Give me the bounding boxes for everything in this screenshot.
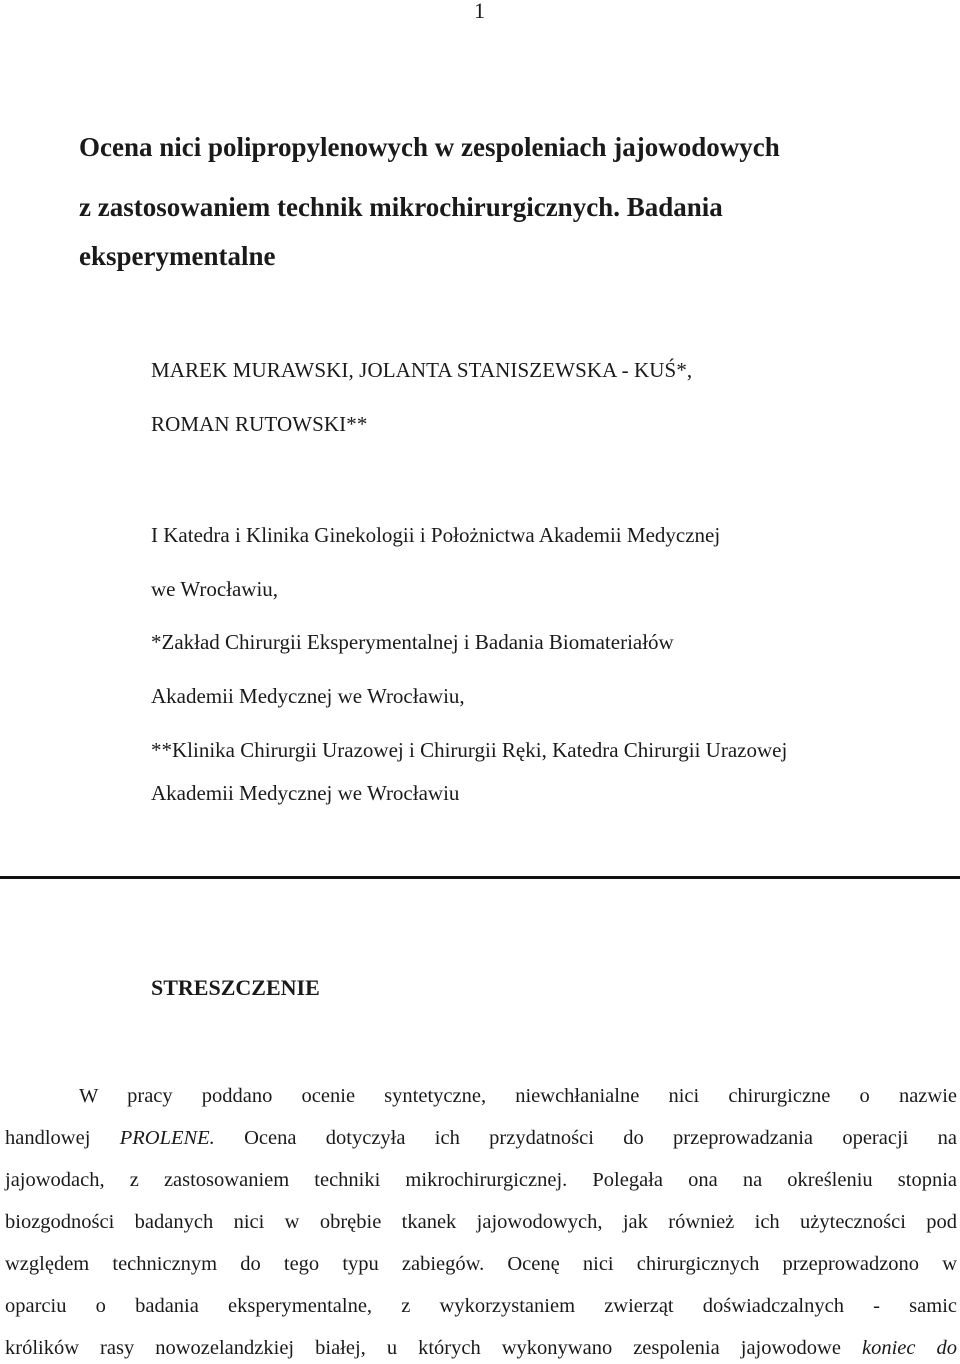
- abstract-line-2-end: Ocena dotyczyła ich przydatności do przeprowadzania operacji na: [214, 1127, 957, 1149]
- page-number: 1: [474, 0, 485, 23]
- affiliation-line-4: Akademii Medycznej we Wrocławiu,: [151, 684, 465, 708]
- abstract-line-6: oparciu o badania eksperymentalne, z wykorzystaniem zwierząt doświadczalnych - samic: [5, 1295, 957, 1317]
- abstract-heading: STRESZCZENIE: [151, 975, 320, 1000]
- title-line-3: eksperymentalne: [79, 241, 276, 271]
- abstract-line-7-start: królików rasy nowozelandzkiej białej, u których wykonywano zespolenia jajowodowe: [5, 1337, 862, 1359]
- abstract-line-7-italic: koniec do: [861, 1337, 957, 1359]
- authors-line-2: ROMAN RUTOWSKI**: [151, 412, 368, 436]
- abstract-line-2: [5, 1123, 957, 1153]
- affiliation-line-6: Akademii Medycznej we Wrocławiu: [151, 781, 460, 805]
- abstract-line-4: biozgodności badanych nici w obrębie tkanek jajowodowych, jak również ich użyteczności pod: [5, 1211, 957, 1233]
- affiliation-line-2: we Wrocławiu,: [151, 577, 279, 601]
- product-name: PROLENE.: [119, 1127, 215, 1149]
- title-line-2: z zastosowaniem technik mikrochirurgicznych. Badania: [79, 192, 723, 222]
- abstract-line-5: względem technicznym do tego typu zabiegów. Ocenę nici chirurgicznych przeprowadzono w: [5, 1253, 957, 1275]
- abstract-line-3: jajowodach, z zastosowaniem techniki mikrochirurgicznej. Polegała ona na określeniu stopnia: [5, 1169, 957, 1191]
- abstract-line-7: [5, 1333, 957, 1363]
- authors-line-1: MAREK MURAWSKI, JOLANTA STANISZEWSKA - KUŚ*,: [151, 358, 693, 382]
- affiliation-line-3: *Zakład Chirurgii Eksperymentalnej i Badania Biomateriałów: [151, 630, 674, 654]
- abstract-line-2-start: handlowej: [5, 1127, 120, 1149]
- affiliation-line-1: I Katedra i Klinika Ginekologii i Położnictwa Akademii Medycznej: [151, 523, 721, 547]
- horizontal-rule: [0, 876, 960, 879]
- abstract-line-1: W pracy poddano ocenie syntetyczne, niewchłanialne nici chirurgiczne o nazwie: [79, 1085, 957, 1107]
- affiliation-line-5: **Klinika Chirurgii Urazowej i Chirurgii Ręki, Katedra Chirurgii Urazowej: [151, 738, 788, 762]
- title-line-1: Ocena nici polipropylenowych w zespoleniach jajowodowych: [79, 132, 780, 162]
